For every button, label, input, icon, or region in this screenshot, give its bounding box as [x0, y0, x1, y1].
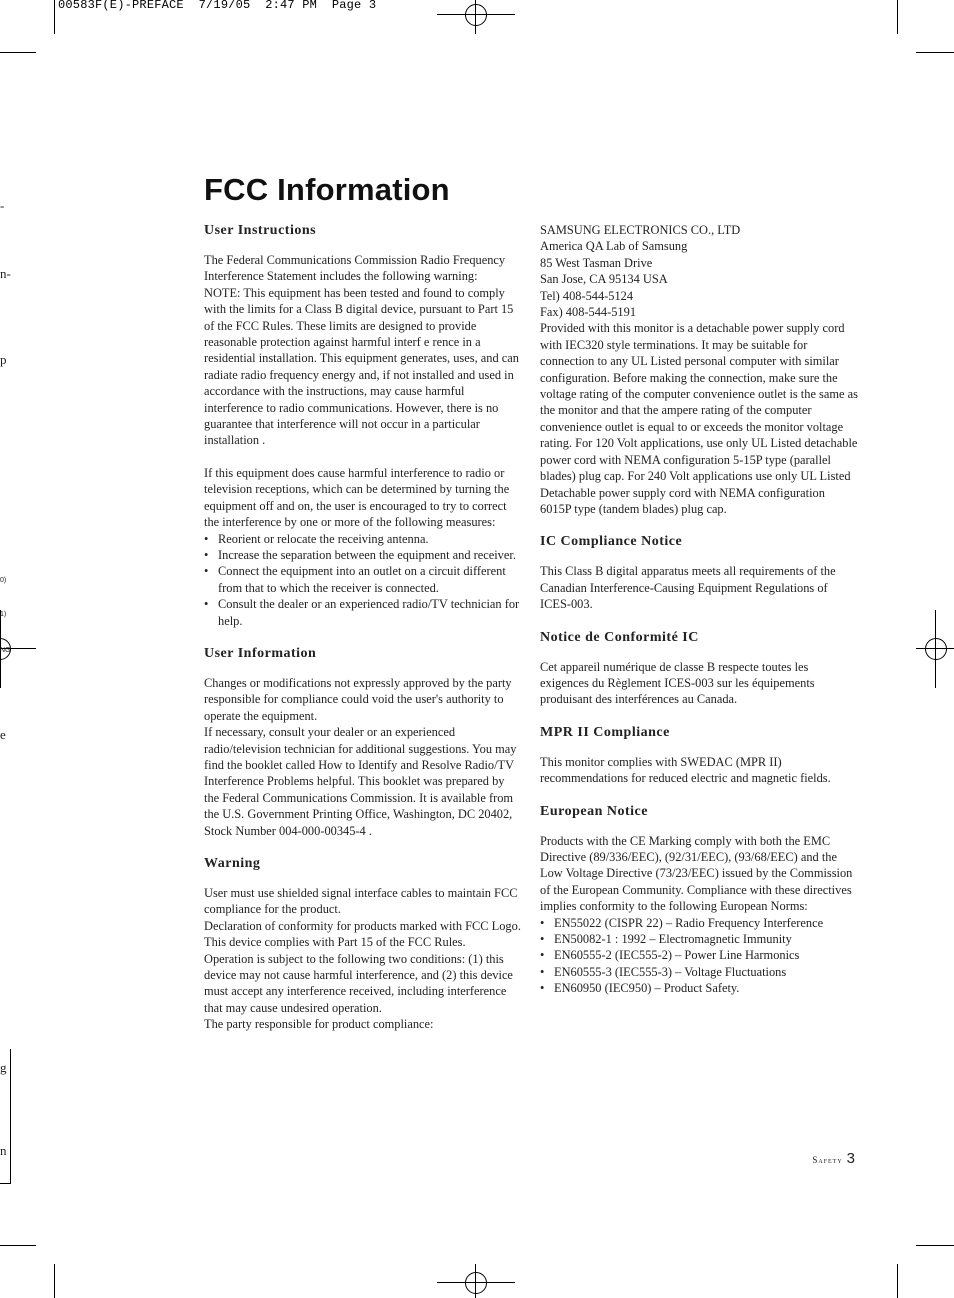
paragraph: This monitor complies with SWEDAC (MPR II) recommendations for reduced electric and magnetic fields. [540, 754, 831, 786]
margin-fragment: n- [0, 266, 11, 281]
paragraph: If necessary, consult your dealer or an experienced radio/television technician for additional suggestions. You may find the booklet called How to Identify and Resolve Radio/TV Interference Problems helpful. This booklet was prepared by the Federal Communications Commission. It is available from the U.S. Government Printing Office, Washington, DC 20402, Stock Number 004-000-00345-4 . [204, 725, 517, 838]
bullet-list [540, 915, 858, 997]
paragraph: Operation is subject to the following two conditions: (1) this device may not cause harmful interference, and (2) this device must accept any interference received, including interference that may cause undesired operation. [204, 951, 513, 1015]
section-warning [204, 855, 522, 1033]
margin-fragment: n [0, 1143, 7, 1158]
section-notice-conformite [540, 629, 858, 708]
paragraph: If this equipment does cause harmful interference to radio or television receptions, which can be determined by turning the equipment off and on, the user is encouraged to try to correct the interference by one or more of the following measures: [204, 465, 510, 530]
fax: Fax) 408-544-5191 [540, 305, 637, 320]
margin-fragment: e [0, 727, 6, 742]
margin-fragment: - [0, 198, 5, 213]
section-heading: MPR II Compliance [540, 724, 670, 740]
page-title: FCC Information [204, 172, 450, 207]
section-heading: European Notice [540, 803, 648, 819]
margin-fragment: 0) [0, 577, 7, 584]
telephone: Tel) 408-544-5124 [540, 288, 634, 303]
left-column [204, 222, 522, 1033]
paragraph: Provided with this monitor is a detachable power supply cord with IEC320 style terminations. It may be suitable for connection to any UL Listed personal computer with similar configuration. Before making the connection, make sure the voltage rating of the computer convenience outlet is the same as the monitor and that the ampere rating of the computer convenience outlet is equal to or exceeds the monitor voltage rating. For 120 Volt applications, use only UL Listed detachable power cord with NEMA configuration 5-15P type (parallel blades) plug cap. For 240 Volt applications use only UL Listed Detachable power supply cord with NEMA configuration 6015P type (tandem blades) plug cap. [540, 321, 858, 516]
margin-fragment: p [0, 352, 7, 367]
adjacent-page-box [0, 1049, 11, 1184]
list-item: • EN60555-3 (IEC555-3) – Voltage Fluctuations [540, 964, 858, 980]
folio-label: Safety [812, 1155, 843, 1165]
list-item: • EN60555-2 (IEC555-2) – Power Line Harmonics [540, 947, 858, 963]
paragraph: Cet appareil numérique de classe B respecte toutes les exigences du Règlement ICES-003 sur les équipements produisant des interférences au Canada. [540, 659, 815, 707]
list-item: • Consult the dealer or an experienced radio/TV technician for help. [204, 596, 522, 629]
paragraph: Changes or modifications not expressly approved by the party responsible for compliance could void the user's authority to operate the equipment. [204, 675, 512, 723]
margin-fragment: 1) [0, 611, 7, 618]
section-user-instructions [204, 222, 522, 629]
address-line: America QA Lab of Samsung [540, 239, 688, 254]
list-item: • Connect the equipment into an outlet on a circuit different from that to which the receiver is connected. [204, 563, 522, 596]
section-heading: User Instructions [204, 223, 317, 238]
paragraph: This Class B digital apparatus meets all requirements of the Canadian Interference-Causing Equipment Regulations of ICES-003. [540, 564, 836, 612]
section-heading: IC Compliance Notice [540, 534, 683, 550]
address-line: 85 West Tasman Drive [540, 255, 653, 270]
section-address [540, 222, 858, 517]
page-folio [812, 1150, 855, 1168]
company-name: SAMSUNG ELECTRONICS CO., LTD [540, 223, 741, 237]
list-item: • EN60950 (IEC950) – Product Safety. [540, 980, 858, 996]
bullet-list [204, 531, 522, 629]
section-user-information [204, 645, 522, 839]
paragraph: NOTE: This equipment has been tested and found to comply with the limits for a Class B digital device, pursuant to Part 15 of the FCC Rules. These limits are designed to provide reasonable protection against harmful interf e rence in a residential installation. This equipment generates, uses, and can radiate radio frequency energy and, if not installed and used in accordance with the instructions, may cause harmful interference to radio communications. However, there is no guarantee that interference will not occur in a particular installation . [204, 285, 519, 448]
margin-fragment: g [0, 1060, 7, 1075]
address-line: San Jose, CA 95134 USA [540, 272, 668, 287]
paragraph: User must use shielded signal interface cables to maintain FCC compliance for the product. [204, 886, 518, 917]
section-european-notice [540, 803, 858, 997]
list-item: • Reorient or relocate the receiving antenna. [204, 531, 522, 547]
paragraph: The Federal Communications Commission Radio Frequency Interference Statement includes the following warning: [204, 253, 506, 284]
page-number: 3 [846, 1150, 855, 1167]
section-heading: Notice de Conformité IC [540, 629, 699, 645]
section-heading: User Information [204, 645, 317, 661]
list-item: • Increase the separation between the equipment and receiver. [204, 547, 522, 563]
section-mpr [540, 724, 858, 787]
section-ic-compliance [540, 533, 858, 612]
paragraph: Products with the CE Marking comply with both the EMC Directive (89/336/EEC), (92/31/EEC), (93/68/EEC) and the Low Voltage Directive (73/23/EEC) issued by the Commission of the European Community. Compliance with these directives implies conformity to the following European Norms: [540, 833, 853, 914]
section-heading: Warning [204, 856, 261, 871]
paragraph: Declaration of conformity for products marked with FCC Logo. This device complies with Part 15 of the FCC Rules. [204, 918, 521, 950]
paragraph: The party responsible for product compliance: [204, 1017, 434, 1032]
margin-fragment: NG [0, 647, 11, 654]
list-item: • EN55022 (CISPR 22) – Radio Frequency Interference [540, 915, 858, 931]
print-slug: 00583F(E)-PREFACE 7/19/05 2:47 PM Page 3 [58, 0, 377, 12]
list-item: • EN50082-1 : 1992 – Electromagnetic Immunity [540, 931, 858, 947]
right-column [540, 222, 858, 997]
